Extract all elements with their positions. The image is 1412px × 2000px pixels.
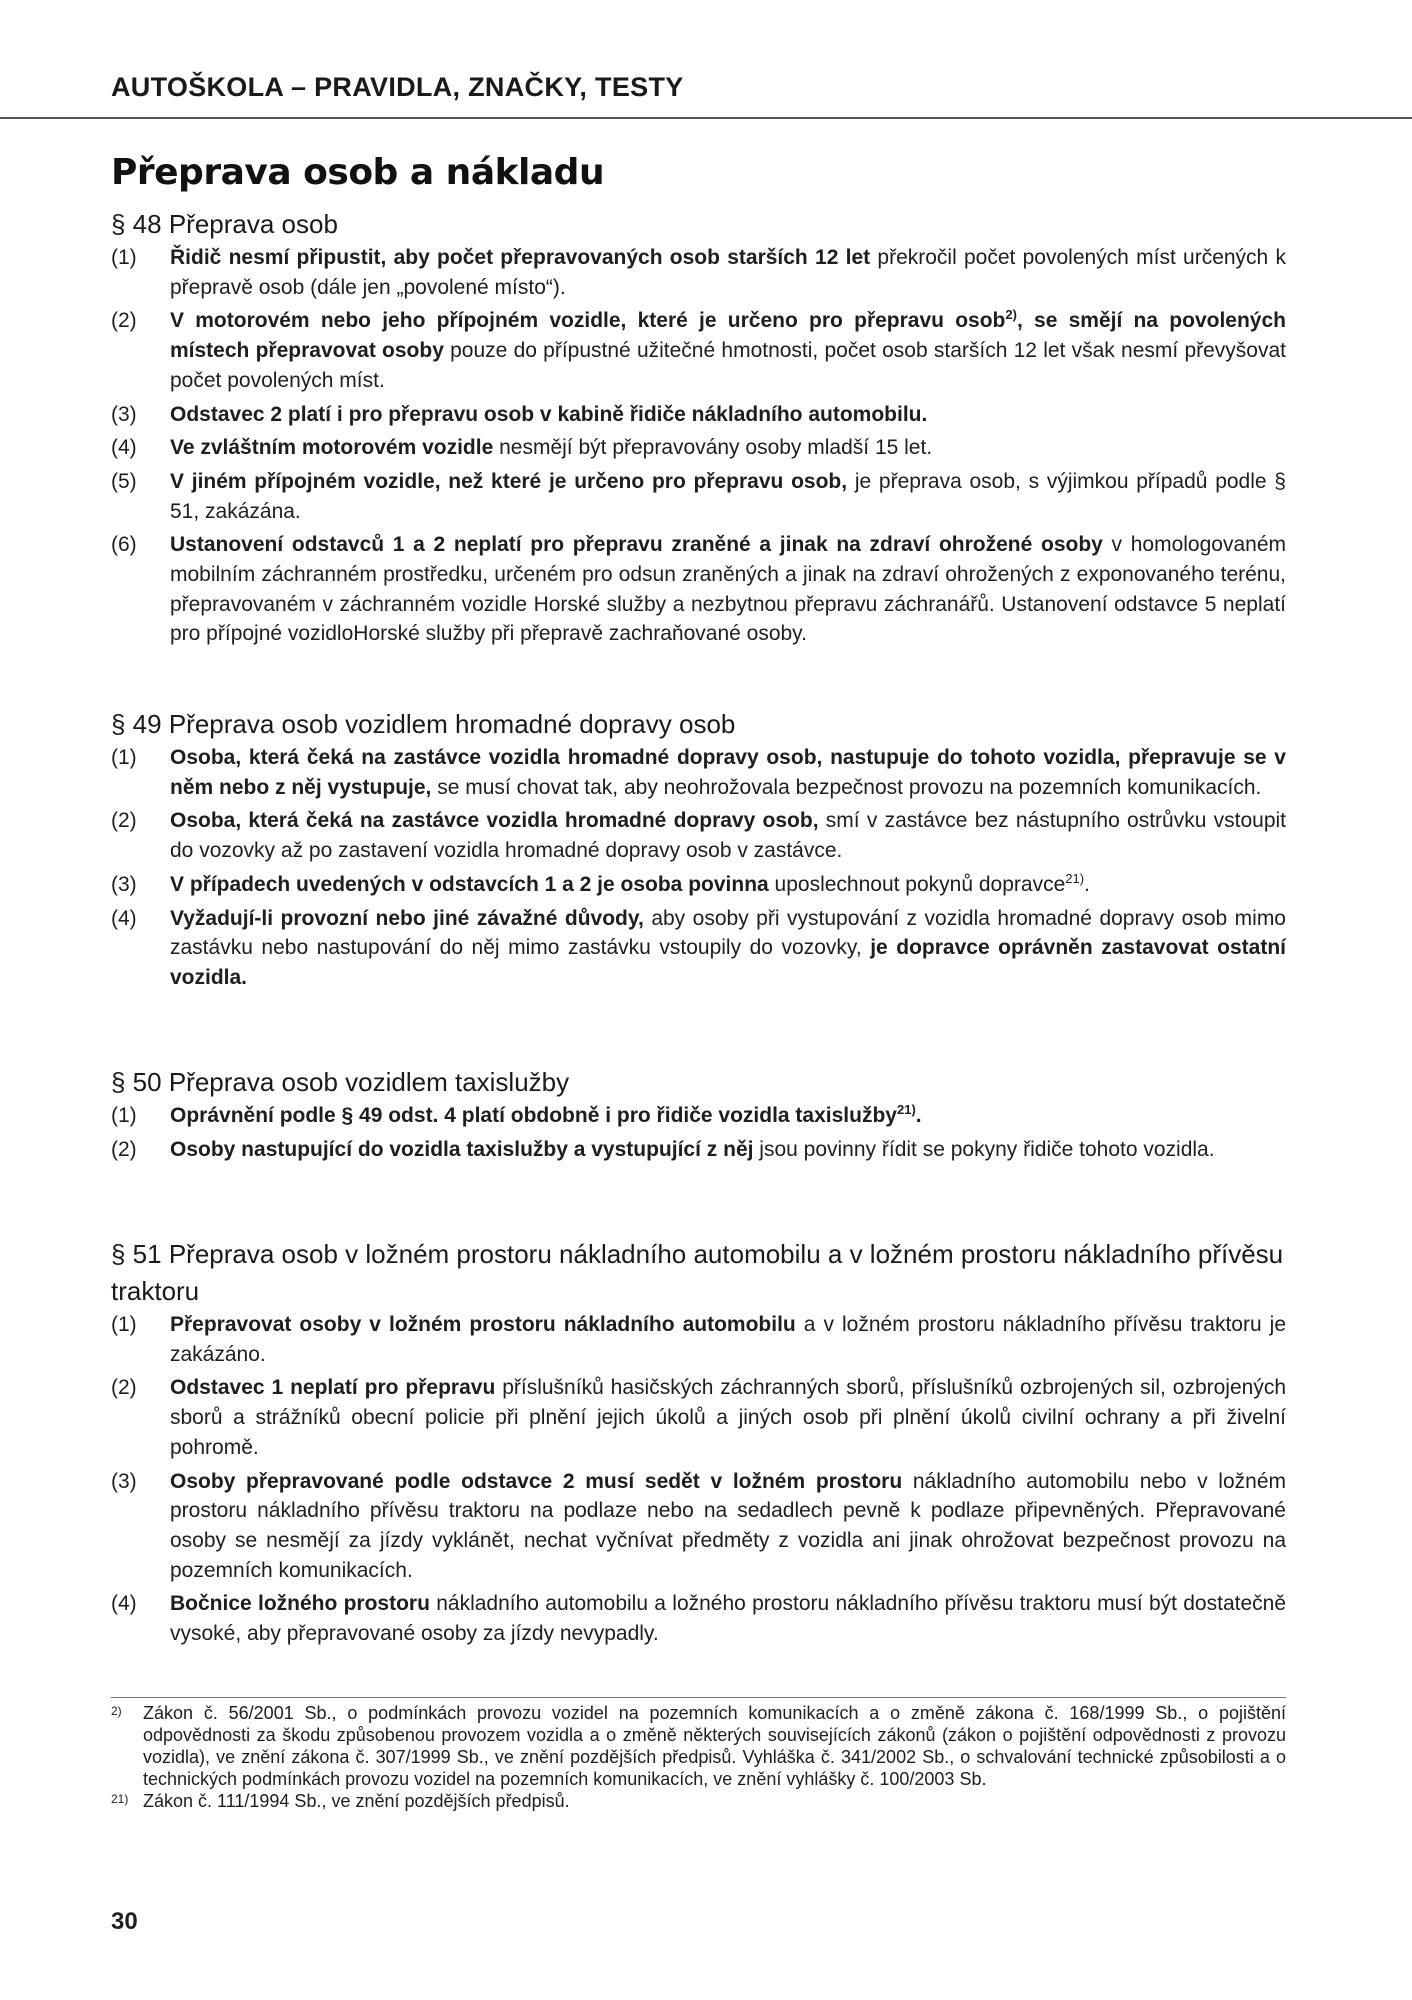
section-heading: § 51 Přeprava osob v ložném prostoru nákladního automobilu a v ložném prostoru nákladního přívěsu traktoru (111, 1239, 1284, 1306)
paragraph-number: (4) (111, 436, 137, 460)
paragraph-number: (2) (111, 309, 137, 333)
paragraph-item (111, 467, 1286, 526)
text-run: nákladního automobilu a ložného prostoru nákladního přívěsu traktoru musí být dostatečně vysoké, aby přepravované osoby za jízdy nevypadly. (170, 1592, 1286, 1646)
footnote-text: Zákon č. 56/2001 Sb., o podmínkách provozu vozidel na pozemních komunikacích a o změně zákona č. 168/1999 Sb., o pojištění odpovědnosti za škodu způsobenou provozem vozidla a o změně některých souvisejících zákonů (zákon o pojištění odpovědnosti z provozu vozidla), ve znění zákona č. 307/1999 Sb., ve znění pozdějších předpisů. Vyhláška č. 341/2002 Sb., o schvalování technické způsobilosti a o technických podmínkách provozu vozidel na pozemních komunikacích, ve znění vyhlášky č. 100/2003 Sb. (143, 1703, 1286, 1789)
paragraph-text (170, 1373, 1286, 1462)
footnote-ref: 2) (1005, 307, 1017, 323)
paragraph-number: (1) (111, 246, 137, 269)
text-run: a v ložném prostoru nákladního přívěsu traktoru je zakázáno. (170, 1313, 1286, 1366)
text-run: v homologovaném mobilním záchranném prostředku, určeném pro odsun zraněných a jinak na zdraví ohrožených z exponovaného terénu, přepravovaném v záchranném vozidle Horské služby a nezbytnou přepravu záchranářů. Ustanovení odstavce 5 neplatí pro přípojné vozidloHorské služby při přepravě zachraňované osoby. (170, 533, 1287, 646)
footnote (111, 1790, 1286, 1812)
text-run: je přeprava osob, s výjimkou případů podle § 51, zakázána. (170, 469, 1286, 523)
paragraph-number: (2) (111, 1376, 137, 1400)
paragraph-number: (6) (111, 533, 137, 557)
paragraph-text (170, 243, 1286, 302)
paragraph-item (111, 904, 1286, 993)
paragraph-item (111, 1101, 1286, 1131)
paragraph-text (170, 306, 1286, 395)
text-run: smí v zastávce bez nástupního ostrůvku vstoupit do vozovky až po zastavení vozidla hromadné dopravy osob v zastávce. (170, 809, 1286, 863)
paragraph-item (111, 1310, 1286, 1369)
text-run: Osoby přepravované podle odstavce 2 musí sedět v ložném prostoru (170, 1469, 903, 1493)
footnotes (111, 1702, 1286, 1812)
text-run: příslušníků hasičských záchranných sborů, příslušníků ozbrojených sil, ozbrojených sborů a strážníků obecní policie při plnění jejich úkolů a jiných osob při plnění úkolů civilní ochrany a při živelní pohromě. (170, 1376, 1286, 1459)
footnote-divider (111, 1697, 1286, 1698)
paragraph-text (170, 433, 1286, 463)
paragraph-item (111, 1135, 1286, 1165)
text-run: je dopravce oprávněn zastavovat ostatní vozidla. (170, 936, 1286, 989)
footnote-ref: 21) (1065, 870, 1085, 886)
text-run: V případech uvedených v odstavcích 1 a 2 je osoba povinna (170, 872, 769, 896)
section (111, 1064, 1286, 1168)
paragraph-number: (1) (111, 1313, 137, 1336)
text-run: . (1084, 872, 1090, 896)
section-heading: § 50 Přeprava osob vozidlem taxislužby (111, 1067, 570, 1097)
paragraph-text (170, 1589, 1286, 1648)
paragraph-number: (1) (111, 1104, 137, 1127)
text-run: Vyžadují-li provozní nebo jiné závažné důvody, (170, 906, 644, 930)
paragraph-text (170, 400, 1286, 430)
paragraph-text (170, 904, 1286, 993)
paragraph-number: (1) (111, 746, 137, 769)
paragraph-text (170, 743, 1286, 802)
footnote (111, 1702, 1286, 1790)
text-run: uposlechnout pokynů dopravce (768, 872, 1066, 896)
footnote-number: 21) (111, 1792, 129, 1806)
paragraph-text (170, 530, 1286, 649)
text-run: Osoby nastupující do vozidla taxislužby a vystupující z něj (170, 1137, 754, 1161)
section (111, 1236, 1286, 1653)
paragraph-item (111, 1589, 1286, 1648)
paragraph-text (170, 1101, 1286, 1131)
running-head: AUTOŠKOLA – PRAVIDLA, ZNAČKY, TESTY (111, 72, 684, 102)
paragraph-item (111, 243, 1286, 302)
paragraph-number: (2) (111, 1137, 137, 1161)
text-run: Řidič nesmí připustit, aby počet přepravovaných osob starších 12 let (170, 246, 871, 269)
paragraph-text (170, 806, 1286, 865)
paragraph-number: (4) (111, 906, 137, 930)
text-run: Osoba, která čeká na zastávce vozidla hromadné dopravy osob, (170, 809, 819, 833)
paragraph-text (170, 1310, 1286, 1369)
text-run: V motorovém nebo jeho přípojném vozidle, které je určeno pro přepravu osob (170, 309, 1006, 333)
text-run: nákladního automobilu nebo v ložném prostoru nákladního přívěsu traktoru na podlaze nebo na sedadlech pevně k podlaze připevněných. Přepravované osoby se nesmějí za jízdy vyklánět, nechat vyčnívat předměty z vozidla ani jinak ohrožovat bezpečnost provozu na pozemních komunikacích. (170, 1469, 1287, 1582)
chapter-title: Přeprava osob a nákladu (111, 152, 605, 193)
text-run: Odstavec 2 platí i pro přepravu osob v kabině řidiče nákladního automobilu. (170, 402, 928, 426)
text-run: Odstavec 1 neplatí pro přepravu (170, 1376, 496, 1400)
text-run: V jiném přípojném vozidle, než které je určeno pro přepravu osob, (170, 469, 848, 493)
section-heading: § 48 Přeprava osob (111, 209, 338, 239)
text-run: Bočnice ložného prostoru (170, 1592, 430, 1616)
paragraph-text (170, 1467, 1286, 1586)
text-run: , se smějí na povolených místech přepravovat osoby (170, 309, 1286, 363)
paragraph-item (111, 1467, 1286, 1586)
paragraph-number: (2) (111, 809, 137, 833)
text-run: pouze do přípustné užitečné hmotnosti, počet osob starších 12 let však nesmí převyšovat počet povolených míst. (170, 339, 1286, 392)
paragraph-number: (3) (111, 402, 137, 426)
footnote-ref: 21) (896, 1102, 916, 1117)
text-run: Ve zvláštním motorovém vozidle (170, 436, 494, 460)
paragraph-number: (3) (111, 1469, 137, 1493)
section-heading: § 49 Přeprava osob vozidlem hromadné dopravy osob (111, 709, 736, 739)
paragraph-item (111, 743, 1286, 802)
text-run: aby osoby při vystupování z vozidla hromadné dopravy osob mimo zastávku nebo nastupování do něj mimo zastávku vstoupily do vozovky, (170, 906, 1286, 960)
paragraph-item (111, 1373, 1286, 1462)
header-divider (0, 117, 1412, 119)
paragraph-item (111, 400, 1286, 430)
text-run: Přepravovat osoby v ložném prostoru nákladního automobilu (170, 1313, 796, 1336)
text-run: jsou povinny řídit se pokyny řidiče tohoto vozidla. (753, 1137, 1215, 1161)
footnote-text: Zákon č. 111/1994 Sb., ve znění pozdějších předpisů. (143, 1791, 570, 1811)
paragraph-number: (4) (111, 1592, 137, 1616)
text-run: se musí chovat tak, aby neohrožovala bezpečnost provozu na pozemních komunikacích. (431, 775, 1262, 799)
paragraph-number: (5) (111, 469, 137, 493)
page-number: 30 (111, 1908, 138, 1935)
text-run: Oprávnění podle § 49 odst. 4 platí obdobně i pro řidiče vozidla taxislužby (170, 1104, 897, 1127)
text-run: nesmějí být přepravovány osoby mladší 15 let. (493, 436, 933, 460)
section (111, 706, 1286, 997)
paragraph-text (170, 870, 1286, 900)
paragraph-text (170, 1135, 1286, 1165)
paragraph-item (111, 806, 1286, 865)
paragraph-item (111, 306, 1286, 395)
footnote-number: 2) (111, 1704, 122, 1718)
text-run: Osoba, která čeká na zastávce vozidla hromadné dopravy osob, nastupuje do tohoto vozidla, přepravuje se v něm nebo z něj vystupuje, (170, 746, 1286, 799)
paragraph-text (170, 467, 1286, 526)
paragraph-item (111, 530, 1286, 649)
paragraph-item (111, 870, 1286, 900)
text-run: překročil počet povolených míst určených k přepravě osob (dále jen „povolené místo“). (170, 246, 1286, 299)
section (111, 206, 1286, 653)
paragraph-item (111, 433, 1286, 463)
text-run: . (915, 1104, 922, 1127)
text-run: Ustanovení odstavců 1 a 2 neplatí pro přepravu zraněné a jinak na zdraví ohrožené osoby (170, 533, 1103, 557)
paragraph-number: (3) (111, 872, 137, 896)
